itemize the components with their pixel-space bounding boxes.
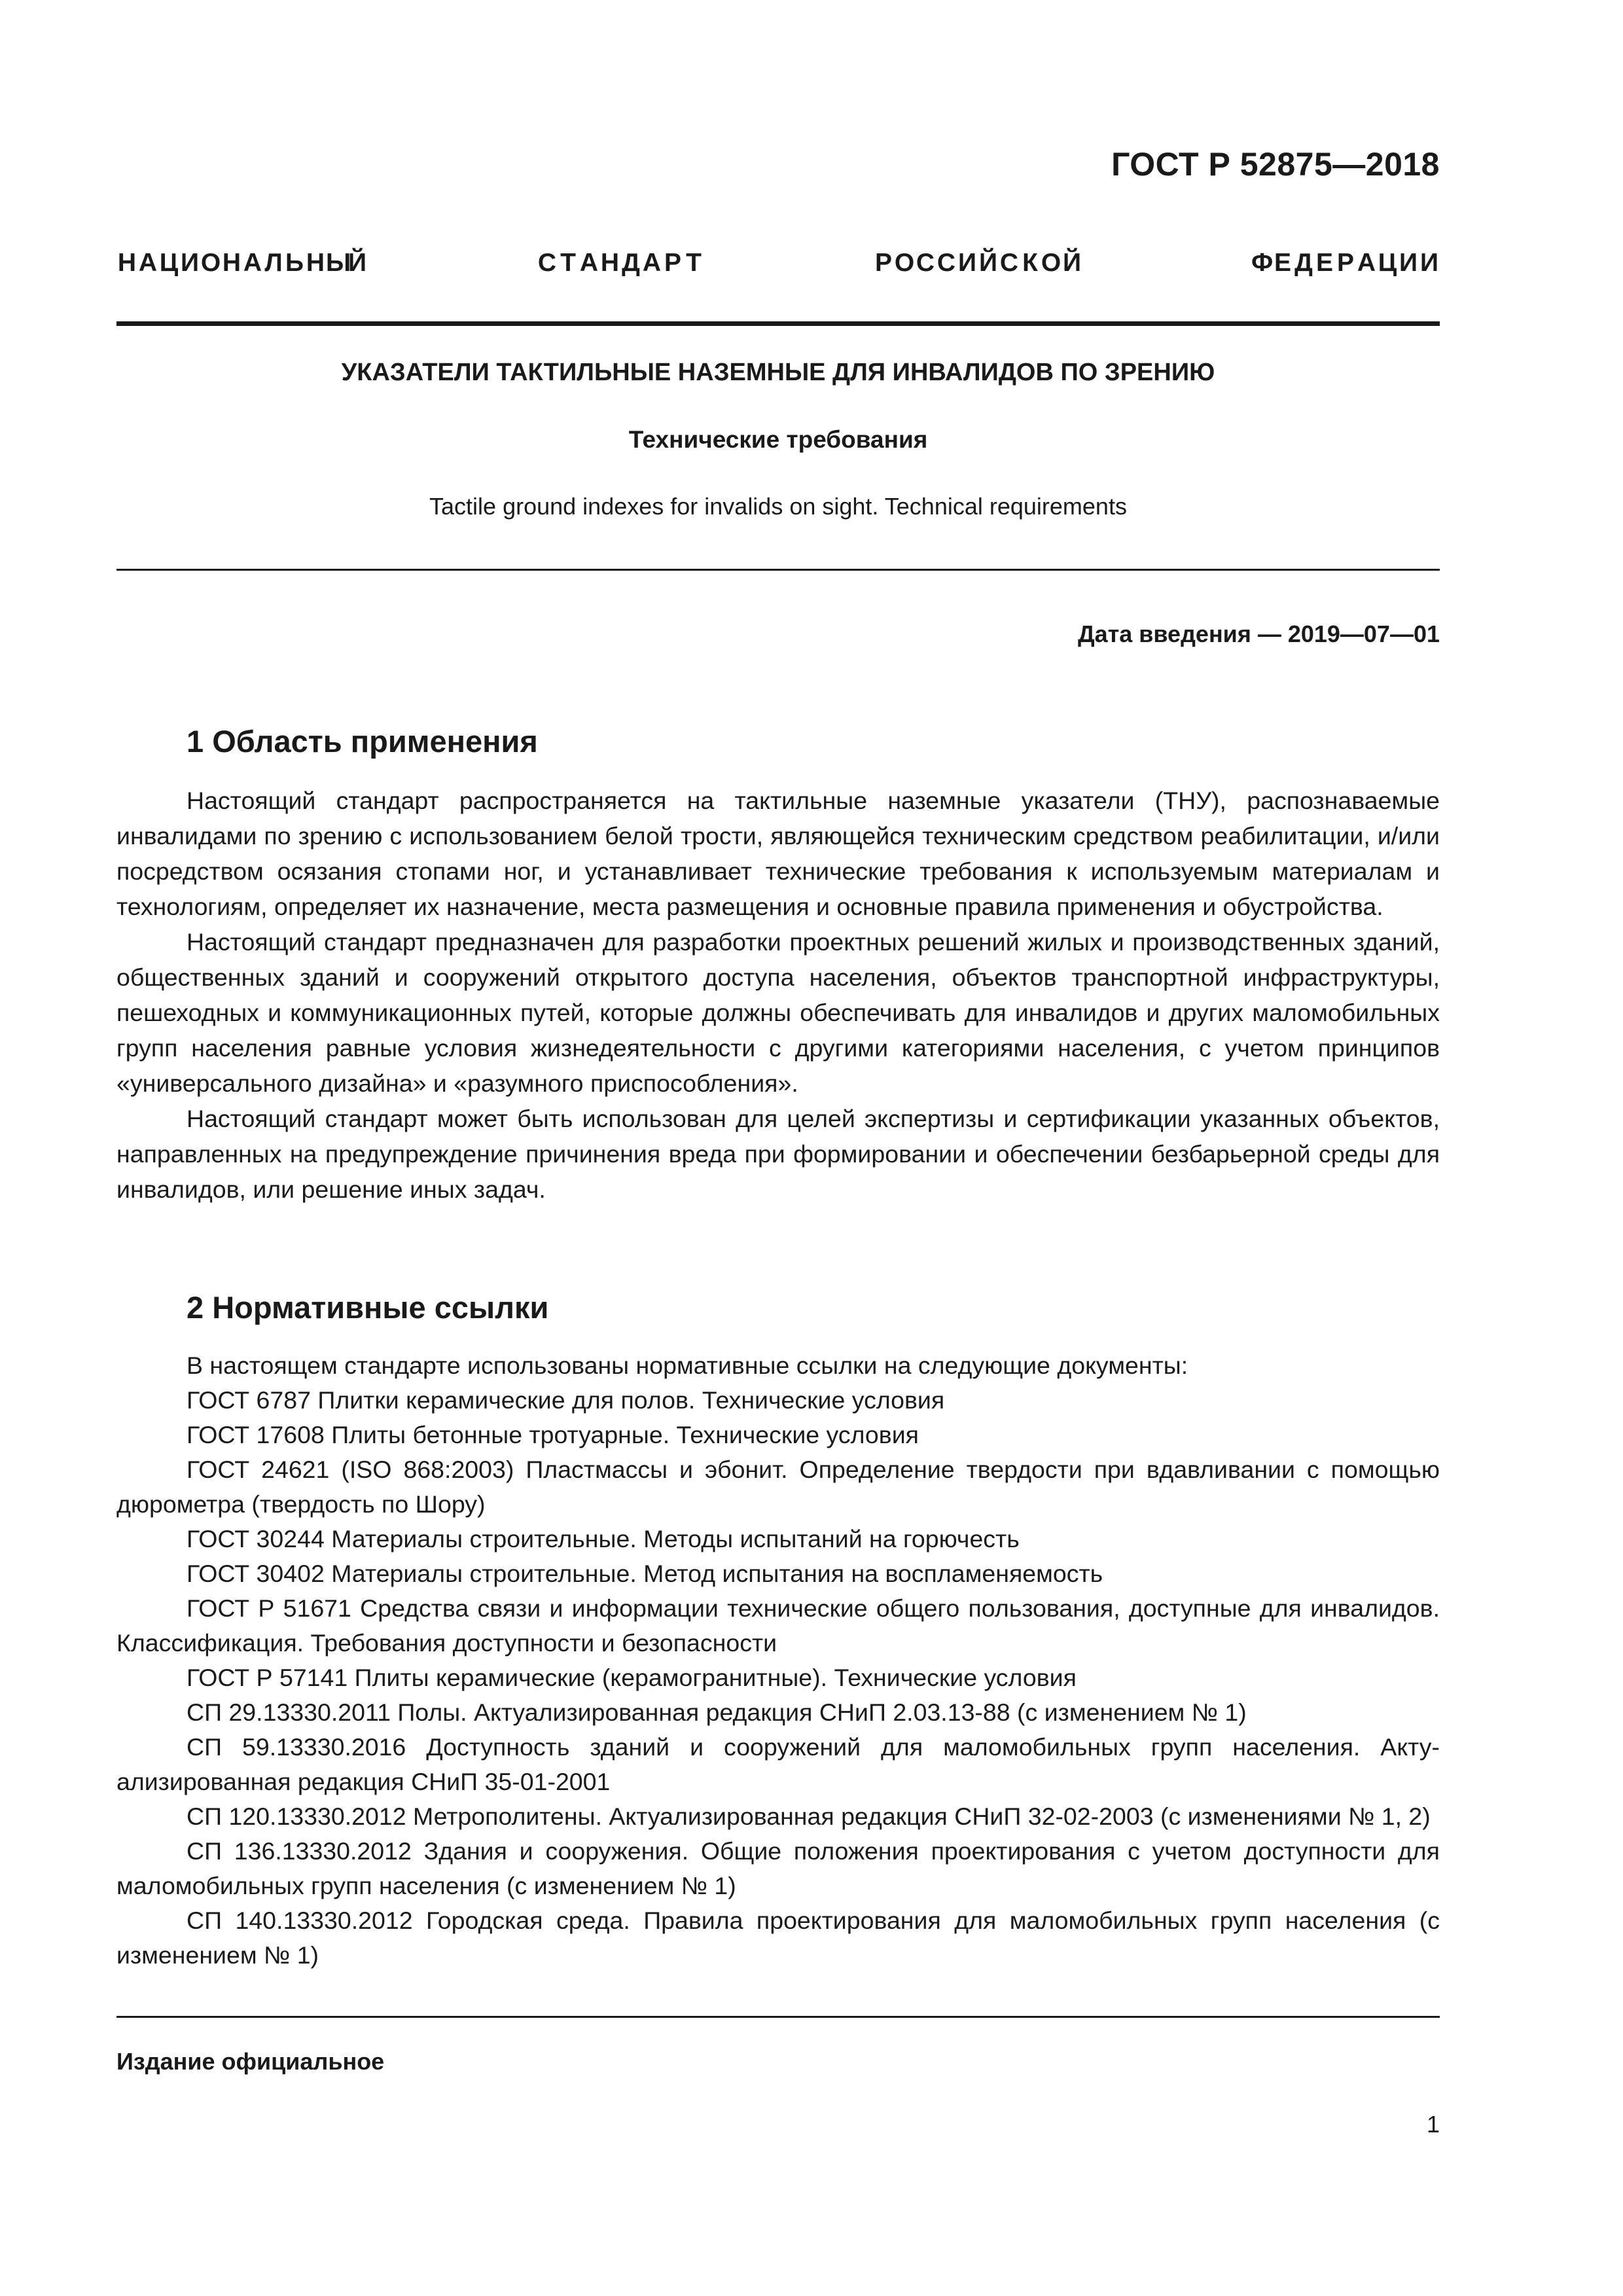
section-heading-normative-references: 2 Нормативные ссылки	[187, 1290, 549, 1325]
title-letter: Т	[560, 249, 576, 277]
official-publication-label: Издание официальное	[116, 2048, 385, 2075]
reference-item: ГОСТ Р 51671 Средства связи и информации технические общего пользования, доступные для инвалидов. Классификация. Требования доступности и безопасности	[116, 1594, 1440, 1657]
title-letter: Е	[1274, 249, 1291, 277]
reference-item: СП 29.13330.2011 Полы. Актуализированная редакция СНиП 2.03.13-88 (с изменением № 1)	[187, 1698, 1247, 1726]
title-letter: А	[243, 249, 262, 277]
footer-divider	[116, 2016, 1440, 2018]
reference-item: ГОСТ 24621 (ISO 868:2003) Пластмассы и эбонит. Определение твердости при вдавливании с помощью дюрометра (твердость по Шору)	[116, 1456, 1440, 1518]
title-letter: Ь	[285, 249, 304, 277]
title-letter: Л	[264, 249, 283, 277]
introduction-date: Дата введения — 2019—07—01	[1077, 620, 1440, 647]
title-letter: Д	[622, 249, 640, 277]
title-letter: К	[1022, 249, 1038, 277]
title-letter: Й	[978, 249, 998, 277]
title-letter: А	[579, 249, 599, 277]
document-title: УКАЗАТЕЛИ ТАКТИЛЬНЫЕ НАЗЕМНЫЕ ДЛЯ ИНВАЛИДОВ ПО ЗРЕНИЮ	[341, 359, 1215, 386]
reference-item: СП 136.13330.2012 Здания и сооружения. Общие положения проектирования с учетом доступности для маломобильных групп населения (с изменением № 1)	[116, 1837, 1440, 1899]
national-title-word	[1251, 249, 1440, 278]
title-letter: О	[200, 249, 221, 277]
national-title-word	[537, 249, 704, 278]
title-letter: И	[957, 249, 977, 277]
national-standard-title	[116, 249, 1440, 278]
title-letter: Н	[222, 249, 241, 277]
title-letter: Д	[1294, 249, 1313, 277]
title-letter: И	[1419, 249, 1439, 277]
reference-item: СП 140.13330.2012 Городская среда. Правила проектирования для маломобильных групп населения (с изменением № 1)	[116, 1907, 1440, 1969]
title-letter: Р	[1336, 249, 1354, 277]
title-letter: Ц	[1378, 249, 1397, 277]
title-letter: А	[1357, 249, 1376, 277]
title-letter: С	[537, 249, 557, 277]
header-divider	[116, 321, 1440, 326]
reference-item: СП 120.13330.2012 Метрополитены. Актуализированная редакция СНиП 32-02-2003 (с изменениями № 1, 2)	[187, 1803, 1431, 1830]
title-letter: Н	[306, 249, 325, 277]
reference-item: ГОСТ 30244 Материалы строительные. Методы испытаний на горючесть	[187, 1525, 1020, 1552]
title-letter: И	[180, 249, 200, 277]
national-title-word	[873, 249, 1082, 278]
paragraph: Настоящий стандарт предназначен для разработки проектных решений жилых и производственных зданий, общественных зданий и сооружений открытого доступа населения, объектов транспортной инфраструктуры, пешеходных и коммуникационных путей, которые должны обеспечивать для инвалидов и других маломобильных групп населения равные условия жизнедеятельности с другими категориями населения, с учетом принципов «универсального дизайна» и «разумного приспособления».	[116, 928, 1440, 1097]
title-letter: Н	[117, 249, 137, 277]
title-letter: О	[1041, 249, 1061, 277]
title-letter: А	[138, 249, 158, 277]
title-letter: Р	[664, 249, 681, 277]
title-letter: С	[936, 249, 956, 277]
title-letter: Р	[874, 249, 892, 277]
title-letter: Й	[348, 249, 367, 277]
title-letter: С	[916, 249, 935, 277]
title-letter: Ц	[159, 249, 179, 277]
page-number: 1	[1426, 2111, 1440, 2138]
document-page	[116, 0, 1440, 2296]
section-heading-scope: 1 Область применения	[187, 724, 538, 759]
section-references-body	[116, 1348, 1440, 1973]
reference-item: ГОСТ 6787 Плитки керамические для полов. Технические условия	[187, 1386, 945, 1414]
paragraph: Настоящий стандарт распространяется на тактильные наземные указатели (ТНУ), распознаваемые инвалидами по зрению с использованием белой трости, являющейся техническим средством реабилитации, и/или посредством осязания стопами ног, и устанавливает технические требования к используемым материалам и технологиям, определяет их назначение, места размещения и основные правила применения и обустройства.	[116, 787, 1440, 920]
title-letter: Е	[1315, 249, 1333, 277]
document-subtitle: Технические требования	[628, 426, 928, 453]
title-letter: С	[999, 249, 1019, 277]
references-intro: В настоящем стандарте использованы нормативные ссылки на следующие документы:	[187, 1352, 1188, 1379]
reference-item: ГОСТ Р 57141 Плиты керамические (керамогранитные). Технические условия	[187, 1664, 1077, 1691]
title-letter: Ы	[326, 249, 351, 277]
paragraph: Настоящий стандарт может быть использован для целей экспертизы и сертификации указанных объектов, направленных на предупреждение причинения вреда при формировании и обеспечении безбарьерной среды для инвалидов, или решение иных задач.	[116, 1105, 1440, 1203]
title-letter: О	[894, 249, 915, 277]
document-english-title: Tactile ground indexes for invalids on sight. Technical requirements	[429, 493, 1127, 520]
section-scope-body	[116, 783, 1440, 1207]
title-letter: Н	[600, 249, 620, 277]
title-letter: Т	[686, 249, 702, 277]
standard-number: ГОСТ Р 52875—2018	[1111, 146, 1440, 183]
reference-item: ГОСТ 30402 Материалы строительные. Метод испытания на воспламеняемость	[187, 1560, 1103, 1587]
title-letter: Ф	[1251, 249, 1274, 277]
national-title-word	[116, 249, 368, 278]
reference-item: СП 59.13330.2016 Доступность зданий и сооружений для маломобильных групп населения. Актуализированная редакция СНиП 35-01-2001	[116, 1733, 1440, 1795]
title-letter: Й	[1062, 249, 1082, 277]
title-letter: И	[1399, 249, 1418, 277]
title-letter: А	[642, 249, 662, 277]
reference-item: ГОСТ 17608 Плиты бетонные тротуарные. Технические условия	[187, 1421, 919, 1448]
title-divider	[116, 569, 1440, 571]
